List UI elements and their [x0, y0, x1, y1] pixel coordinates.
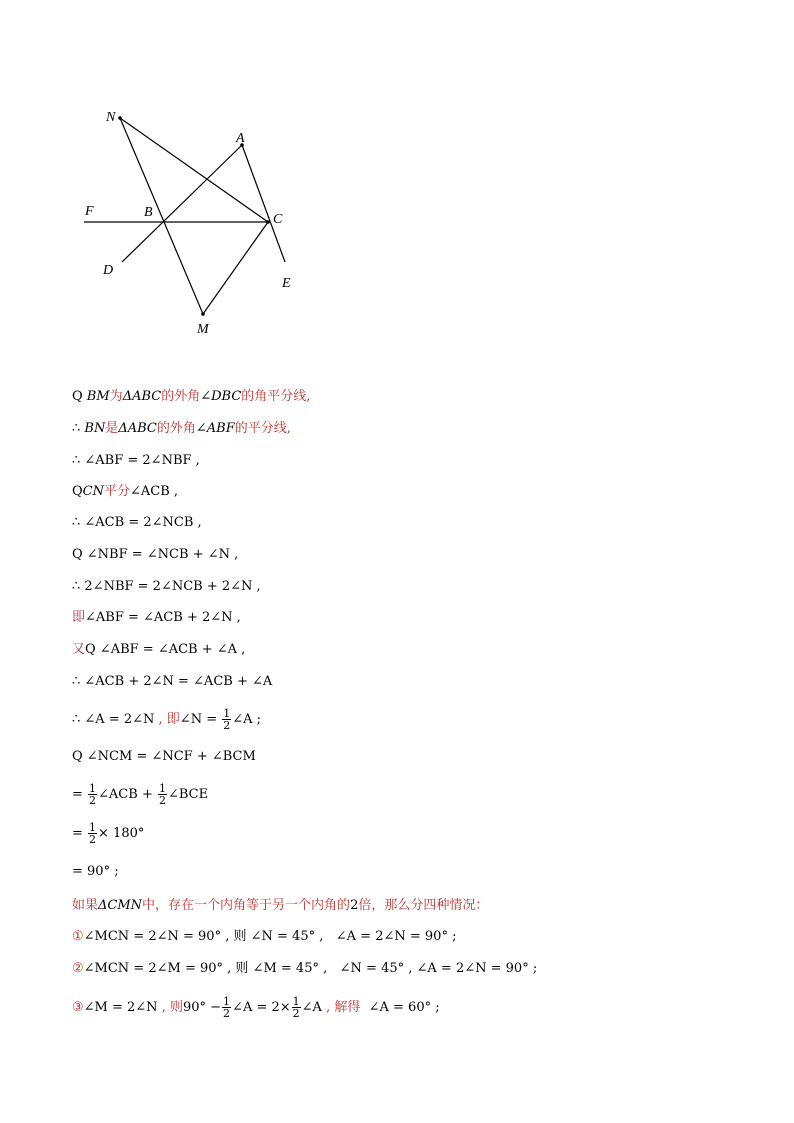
fraction: $\frac{1}{2}$ [89, 782, 97, 807]
fraction: $\frac{1}{2}$ [223, 995, 231, 1020]
line-17: ①∠MCN = 2∠N = 90° , 则 ∠N = 45° , ∠A = 2∠N = 90° ; [72, 929, 457, 944]
line-16: 如果ΔCMN中，存在一个内角等于另一个内角的2倍，那么分四种情况： [72, 898, 489, 913]
line-10: ∴ ∠ACB + 2∠N = ∠ACB + ∠A [72, 674, 273, 689]
line-4: QCN平分∠ACB , [72, 484, 179, 499]
line-2: ∴ BN是ΔABC的外角∠ABF的平分线, [72, 421, 291, 436]
label-E: E [282, 276, 291, 291]
label-F: F [85, 204, 94, 219]
line-7: ∴ 2∠NBF = 2∠NCB + 2∠N , [72, 579, 261, 594]
label-A: A [236, 131, 245, 146]
line-18: ②∠MCN = 2∠M = 90° , 则 ∠M = 45° , ∠N = 45° , ∠A = 2∠N = 90° ; [72, 961, 538, 976]
line-11: ∴ ∠A = 2∠N , 即∠N = $\frac{1}{2}$ ∠A ; [72, 707, 262, 732]
label-M: M [197, 322, 209, 337]
line-5: ∴ ∠ACB = 2∠NCB , [72, 515, 202, 530]
fraction: $\frac{1}{2}$ [89, 821, 97, 846]
point-N [118, 116, 122, 120]
line-6: Q ∠NBF = ∠NCB + ∠N , [72, 547, 239, 562]
label-B: B [144, 205, 153, 220]
segment-AD [122, 145, 242, 262]
label-C: C [273, 212, 283, 227]
line-13: = $\frac{1}{2}$ ∠ACB + $\frac{1}{2}$ ∠BCE [72, 782, 209, 807]
fraction: $\frac{1}{2}$ [223, 707, 231, 732]
line-9: 又Q ∠ABF = ∠ACB + ∠A , [72, 642, 246, 657]
line-14: = $\frac{1}{2}$ × 180° [72, 821, 145, 846]
geometry-diagram [0, 0, 794, 360]
segment-AE [242, 145, 285, 262]
line-15: = 90° ; [72, 864, 119, 879]
point-M [201, 312, 205, 316]
line-19: ③∠M = 2∠N , 则90° − $\frac{1}{2}$ ∠A = 2× $\frac{1}{2}$ ∠A , 解得 ∠A = 60° ; [72, 995, 440, 1020]
point-C [266, 220, 270, 224]
line-8: 即∠ABF = ∠ACB + 2∠N , [72, 610, 241, 625]
line-12: Q ∠NCM = ∠NCF + ∠BCM [72, 749, 256, 764]
line-1: Q BM为ΔABC的外角∠DBC的角平分线, [72, 389, 311, 404]
line-3: ∴ ∠ABF = 2∠NBF , [72, 453, 200, 468]
fraction: $\frac{1}{2}$ [158, 782, 166, 807]
fraction: $\frac{1}{2}$ [292, 995, 300, 1020]
segment-CM [203, 222, 268, 314]
label-D: D [103, 263, 114, 278]
label-N: N [106, 110, 116, 125]
